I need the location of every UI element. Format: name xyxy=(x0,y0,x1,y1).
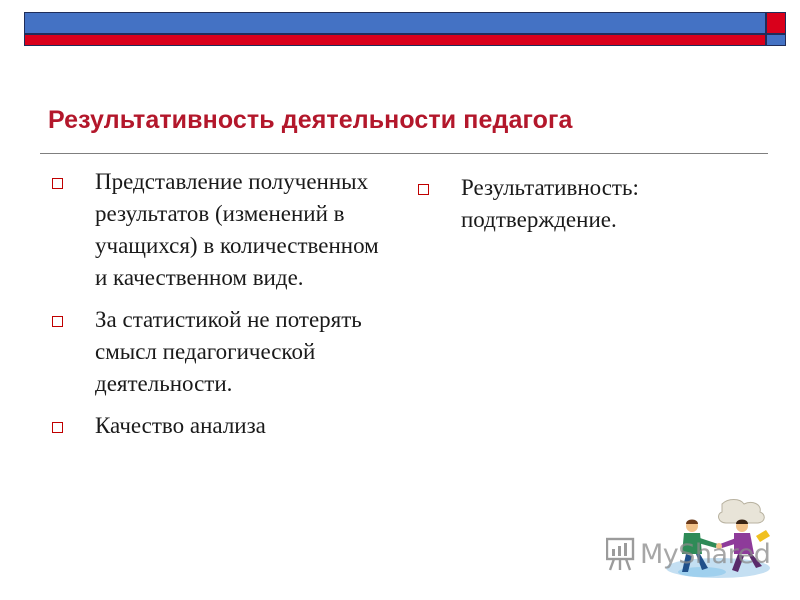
square-bullet-icon xyxy=(418,184,429,195)
square-bullet-icon xyxy=(52,178,63,189)
header-corner-red xyxy=(766,12,786,34)
square-bullet-icon xyxy=(52,422,63,433)
list-item xyxy=(44,166,384,294)
list-item xyxy=(44,304,384,400)
list-item xyxy=(44,410,384,442)
list-item-text: Качество анализа xyxy=(95,413,266,438)
square-bullet-icon xyxy=(52,316,63,327)
watermark-text: MyShared xyxy=(640,538,771,570)
right-column xyxy=(410,172,740,246)
header-band-blue xyxy=(24,12,766,34)
title-divider xyxy=(40,153,768,154)
list-item-text: Результативность: подтверждение. xyxy=(461,175,639,232)
header-corner-blue xyxy=(766,34,786,46)
list-item xyxy=(410,172,740,236)
list-item-text: За статистикой не потерять смысл педагогической деятельности. xyxy=(95,307,362,396)
presentation-board-icon xyxy=(606,537,636,571)
list-item-text: Представление полученных результатов (изменений в учащихся) в количественном и качественном виде. xyxy=(95,169,379,290)
slide-title: Результативность деятельности педагога xyxy=(48,106,573,134)
watermark xyxy=(606,534,770,574)
left-column xyxy=(44,166,384,452)
header-band-red xyxy=(24,34,766,46)
